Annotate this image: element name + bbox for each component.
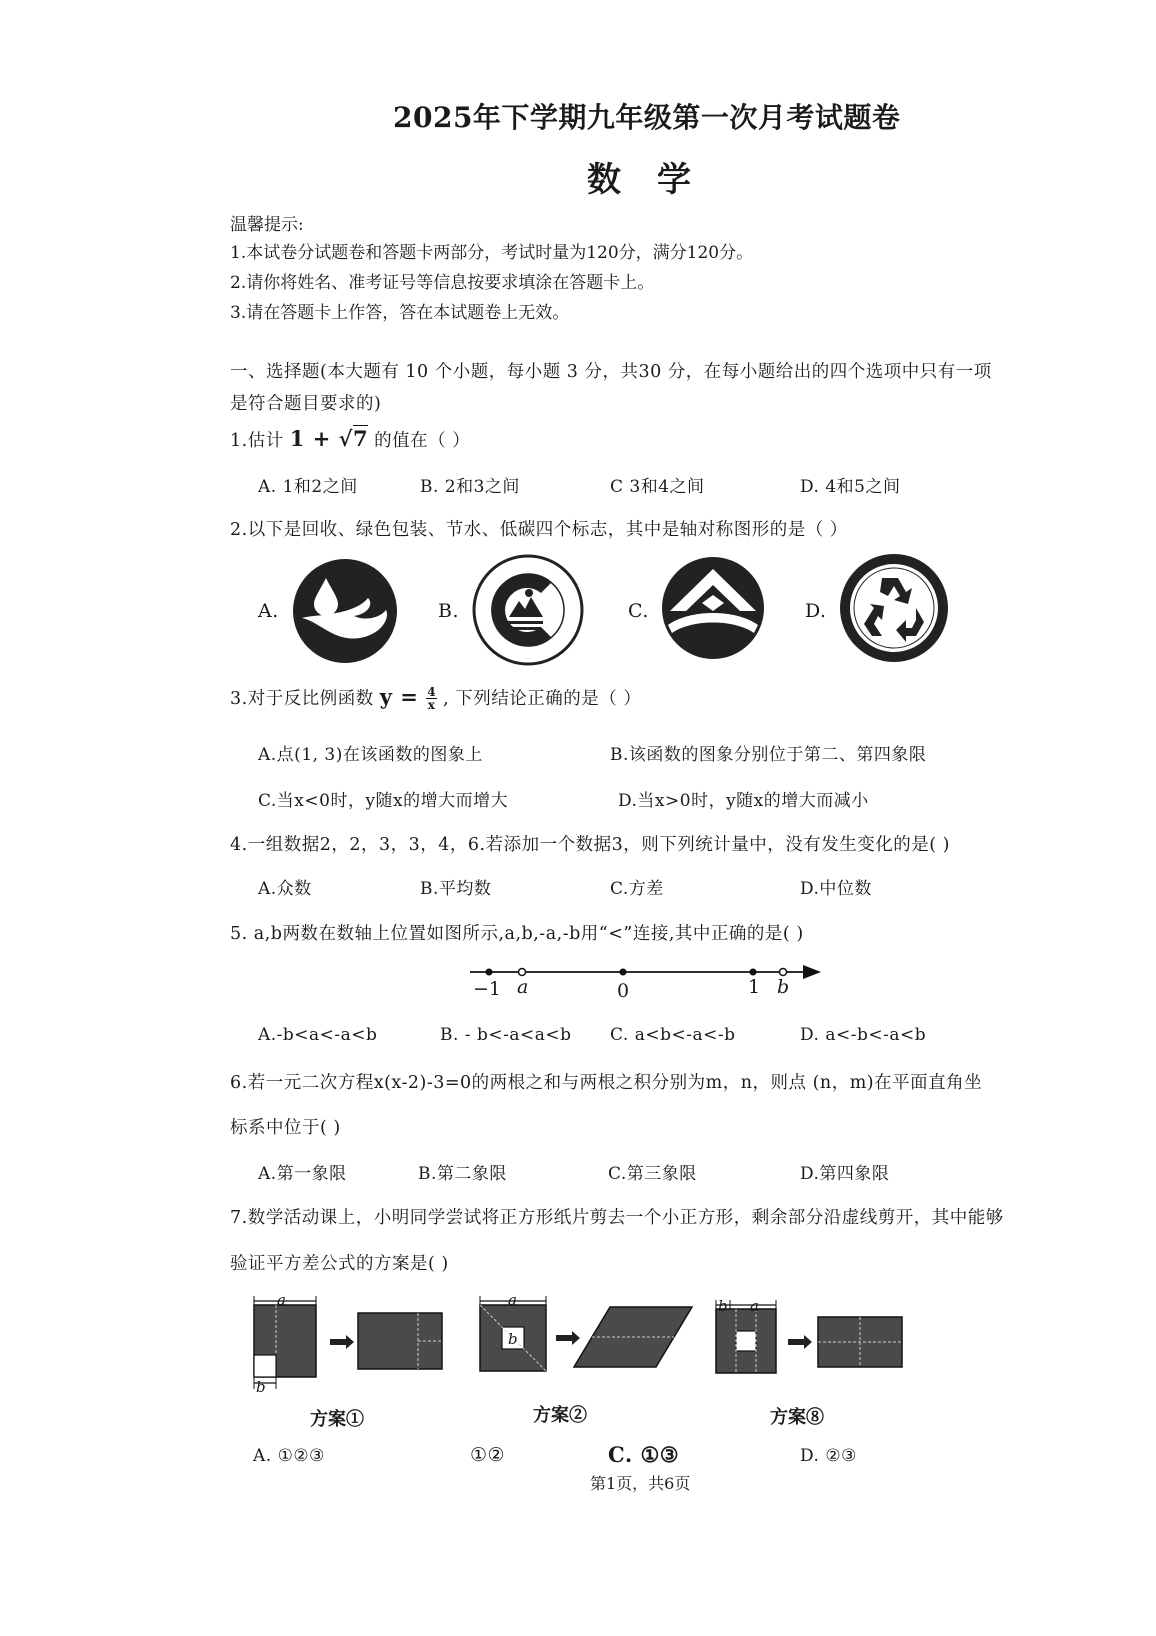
- scheme-1-diagram: [250, 1293, 450, 1401]
- q3-option-d[interactable]: D.当x>0时，y随x的增大而减小: [618, 791, 869, 811]
- question-1-stem: [230, 426, 470, 452]
- scheme3-label-a: a: [750, 1297, 759, 1315]
- q3-fn-lhs: y =: [379, 684, 427, 709]
- green-packaging-logo-icon[interactable]: [471, 553, 585, 667]
- page-footer: 第1页，共6页: [590, 1474, 691, 1493]
- q4-option-b[interactable]: B.平均数: [420, 879, 492, 899]
- q1-expression: [290, 425, 368, 451]
- tip-item: 1.本试卷分试题卷和答题卡两部分，考试时量为120分，满分120分。: [230, 243, 754, 263]
- question-6-stem: 6.若一元二次方程x(x-2)-3=0的两根之和与两根之积分别为m，n，则点 (n，m)在平面直角坐: [230, 1073, 983, 1093]
- q5-option-c[interactable]: C. a<b<-a<-b: [610, 1025, 736, 1045]
- scheme-2-caption: 方案②: [533, 1405, 587, 1426]
- q1-radicand: 7: [352, 426, 369, 451]
- exam-title: 2025年下学期九年级第一次月考试题卷: [393, 101, 901, 134]
- q1-prefix: 1.估计: [230, 431, 284, 451]
- scheme-3-caption: 方案⑧: [770, 1407, 824, 1428]
- scheme-1-caption: 方案①: [310, 1409, 364, 1430]
- q3-option-b[interactable]: B.该函数的图象分别位于第二、第四象限: [610, 745, 927, 765]
- q2-label-a[interactable]: A.: [258, 600, 279, 622]
- q6-option-d[interactable]: D.第四象限: [800, 1164, 890, 1184]
- q1-expr-a: 1 +: [289, 426, 339, 451]
- tip-item: 2.请你将姓名、准考证号等信息按要求填涂在答题卡上。: [230, 273, 655, 293]
- q6-option-b[interactable]: B.第二象限: [418, 1164, 507, 1184]
- question-6-stem-cont: 标系中位于( ): [230, 1118, 341, 1138]
- point-neg-one: [486, 969, 493, 976]
- q3-prefix: 3.对于反比例函数: [230, 689, 374, 709]
- question-7-stem-cont: 验证平方差公式的方案是( ): [230, 1254, 449, 1274]
- q3-function: [379, 684, 437, 712]
- label-a: a: [517, 976, 529, 998]
- q7-option-d[interactable]: D. ②③: [800, 1446, 857, 1466]
- q6-option-a[interactable]: A.第一象限: [258, 1164, 347, 1184]
- label-b: b: [777, 976, 790, 998]
- q1-radical: √: [338, 426, 353, 451]
- question-7-stem: 7.数学活动课上，小明同学尝试将正方形纸片剪去一个小正方形，剩余部分沿虚线剪开，其中能够: [230, 1208, 1004, 1228]
- label-one: 1: [748, 976, 761, 998]
- q4-option-c[interactable]: C.方差: [610, 879, 664, 899]
- q1-option-c[interactable]: C 3和4之间: [610, 477, 705, 497]
- question-3-stem: [230, 684, 641, 711]
- scheme1-label-a: a: [277, 1291, 286, 1309]
- q3-option-a[interactable]: A.点(1, 3)在该函数的图象上: [258, 745, 483, 765]
- q6-option-c[interactable]: C.第三象限: [608, 1164, 697, 1184]
- scheme2-label-b: b: [508, 1330, 518, 1348]
- tip-item: 3.请在答题卡上作答，答在本试题卷上无效。: [230, 303, 570, 323]
- q7-option-a[interactable]: A. ①②③: [253, 1446, 325, 1466]
- number-line-arrow: [803, 965, 821, 979]
- point-a: [519, 969, 526, 976]
- scheme3-label-b: b: [718, 1297, 728, 1315]
- q1-option-b[interactable]: B. 2和3之间: [420, 477, 520, 497]
- q7-option-b[interactable]: ①②: [470, 1444, 506, 1466]
- q4-option-d[interactable]: D.中位数: [800, 879, 872, 899]
- point-b: [780, 969, 787, 976]
- q2-label-d[interactable]: D.: [805, 600, 827, 622]
- q7-option-c[interactable]: C. ①③: [608, 1442, 680, 1467]
- point-one: [750, 969, 757, 976]
- label-neg-one: −1: [473, 978, 502, 1000]
- q1-option-a[interactable]: A. 1和2之间: [258, 477, 358, 497]
- tips-heading: 温馨提示:: [230, 215, 304, 235]
- q3-denominator: x: [427, 698, 436, 712]
- scheme-3-diagram: [712, 1299, 912, 1385]
- scheme1-label-b: b: [256, 1378, 266, 1396]
- q5-option-b[interactable]: B. - b<-a<a<b: [440, 1025, 572, 1045]
- scheme2-label-a: a: [508, 1291, 517, 1309]
- subject-title: 数学: [587, 160, 727, 200]
- section-heading-cont: 是符合题目要求的): [230, 394, 382, 414]
- q4-option-a[interactable]: A.众数: [258, 879, 312, 899]
- q3-numerator: 4: [427, 685, 437, 699]
- low-carbon-logo-icon[interactable]: [660, 555, 766, 661]
- recycle-logo-icon[interactable]: [838, 552, 950, 664]
- q2-label-c[interactable]: C.: [628, 600, 649, 622]
- q1-suffix: 的值在（ ）: [374, 431, 471, 451]
- q5-option-d[interactable]: D. a<-b<-a<b: [800, 1025, 927, 1045]
- section-heading: 一、选择题(本大题有 10 个小题，每小题 3 分，共30 分，在每小题给出的四个选项中只有一项: [230, 362, 992, 382]
- question-4-stem: 4.一组数据2，2，3，3，4，6.若添加一个数据3，则下列统计量中，没有发生变化的是( ): [230, 835, 950, 855]
- q1-option-d[interactable]: D. 4和5之间: [800, 477, 901, 497]
- label-zero: 0: [617, 980, 630, 1002]
- question-2-stem: 2.以下是回收、绿色包装、节水、低碳四个标志，其中是轴对称图形的是（ ）: [230, 520, 848, 540]
- q3-suffix: , 下列结论正确的是（ ）: [443, 689, 642, 709]
- q2-label-b[interactable]: B.: [438, 600, 460, 622]
- question-5-stem: 5. a,b两数在数轴上位置如图所示,a,b,-a,-b用“<”连接,其中正确的是( ): [230, 924, 804, 944]
- q5-option-a[interactable]: A.-b<a<-a<b: [258, 1025, 378, 1045]
- water-drop-logo-icon[interactable]: [290, 556, 400, 666]
- point-zero: [620, 969, 627, 976]
- q3-option-c[interactable]: C.当x<0时，y随x的增大而增大: [258, 791, 509, 811]
